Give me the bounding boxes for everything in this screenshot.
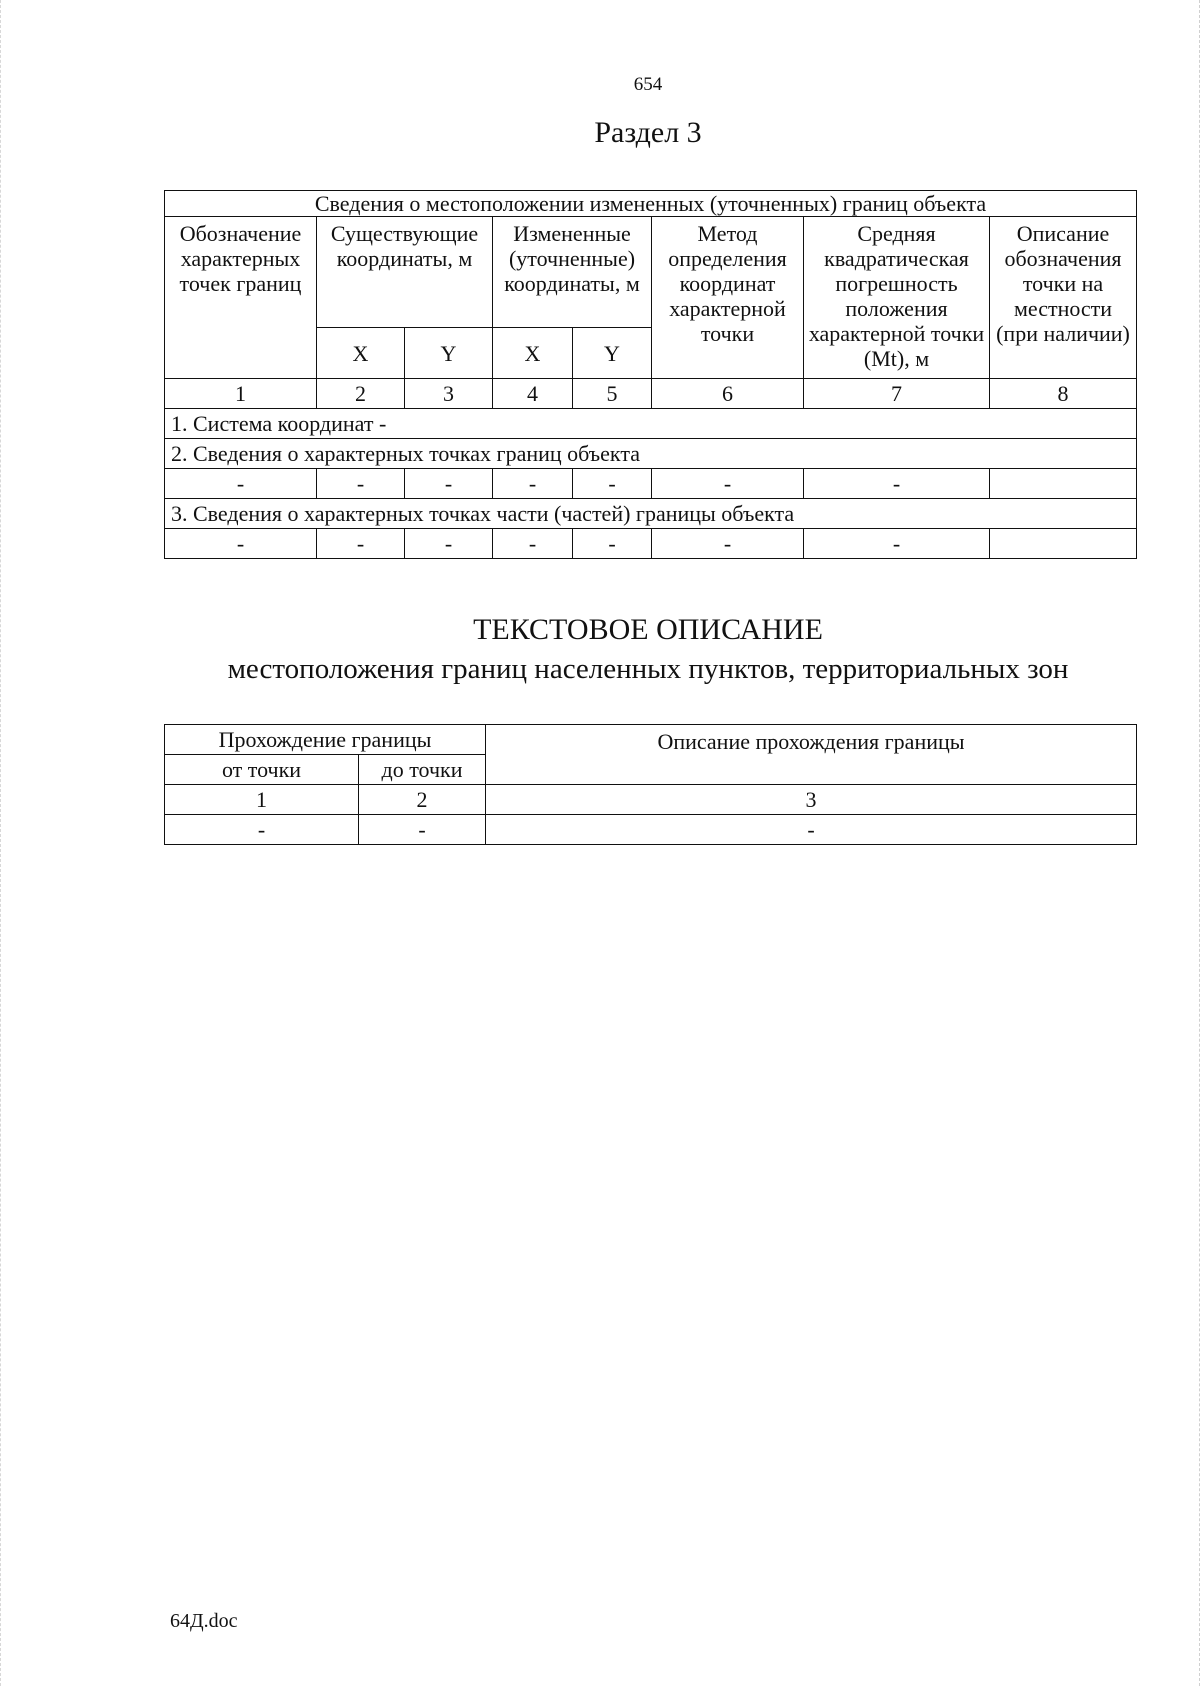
section-title: Раздел 3: [594, 116, 702, 149]
header-existing-y: Y: [405, 328, 493, 379]
header-point-designation: Обозначение характерных точек границ: [165, 217, 317, 379]
table-cell: -: [165, 529, 317, 559]
table-cell: -: [405, 529, 493, 559]
table-cell: -: [652, 469, 804, 499]
column-number: 1: [165, 785, 359, 815]
page-number: 654: [633, 74, 663, 95]
table-cell: -: [486, 815, 1137, 845]
part-boundary-points-row: 3. Сведения о характерных точках части (частей) границы объекта: [165, 499, 1137, 529]
column-number: 7: [804, 379, 990, 409]
table-cell: -: [493, 529, 573, 559]
table-cell: -: [493, 469, 573, 499]
coordinate-system-row: 1. Система координат -: [165, 409, 1137, 439]
column-number: 3: [405, 379, 493, 409]
table-cell: -: [652, 529, 804, 559]
boundary-coordinates-table: [164, 190, 1137, 559]
scan-edge-left: [0, 0, 7, 1686]
header-changed-x: X: [493, 328, 573, 379]
column-number: 5: [573, 379, 652, 409]
column-number: 2: [317, 379, 405, 409]
header-to-point: до точки: [359, 755, 486, 785]
boundary-passage-table: [164, 724, 1137, 845]
header-existing-coordinates: Существующие координаты, м: [317, 217, 493, 328]
column-number: 4: [493, 379, 573, 409]
text-description-subtitle: местоположения границ населенных пунктов, территориальных зон: [227, 653, 1069, 685]
header-mean-error: Средняя квадратическая погрешность положения характерной точки (Mt), м: [804, 217, 990, 379]
header-boundary-passage: Прохождение границы: [165, 725, 486, 755]
column-number: 6: [652, 379, 804, 409]
table-cell: [990, 529, 1137, 559]
table-cell: -: [804, 529, 990, 559]
text-description-title: ТЕКСТОВОЕ ОПИСАНИЕ: [473, 613, 823, 646]
header-from-point: от точки: [165, 755, 359, 785]
column-number: 1: [165, 379, 317, 409]
table-cell: -: [573, 469, 652, 499]
header-existing-x: X: [317, 328, 405, 379]
scan-edge-right: [1193, 0, 1200, 1686]
table-cell: -: [317, 469, 405, 499]
table-cell: -: [804, 469, 990, 499]
table-cell: -: [573, 529, 652, 559]
table-cell: -: [165, 815, 359, 845]
header-method: Метод определения координат характерной точки: [652, 217, 804, 379]
document-filename: 64Д.doc: [170, 1610, 238, 1632]
table-caption: Сведения о местоположении измененных (уточненных) границ объекта: [165, 191, 1137, 217]
boundary-points-row: 2. Сведения о характерных точках границ объекта: [165, 439, 1137, 469]
header-passage-description: Описание прохождения границы: [486, 725, 1137, 785]
header-point-description: Описание обозначения точки на местности (при наличии): [990, 217, 1137, 379]
table-cell: -: [405, 469, 493, 499]
table-cell: -: [359, 815, 486, 845]
header-changed-y: Y: [573, 328, 652, 379]
table-cell: [990, 469, 1137, 499]
column-number: 3: [486, 785, 1137, 815]
header-changed-coordinates: Измененные (уточненные) координаты, м: [493, 217, 652, 328]
column-number: 2: [359, 785, 486, 815]
table-cell: -: [317, 529, 405, 559]
column-number: 8: [990, 379, 1137, 409]
table-cell: -: [165, 469, 317, 499]
